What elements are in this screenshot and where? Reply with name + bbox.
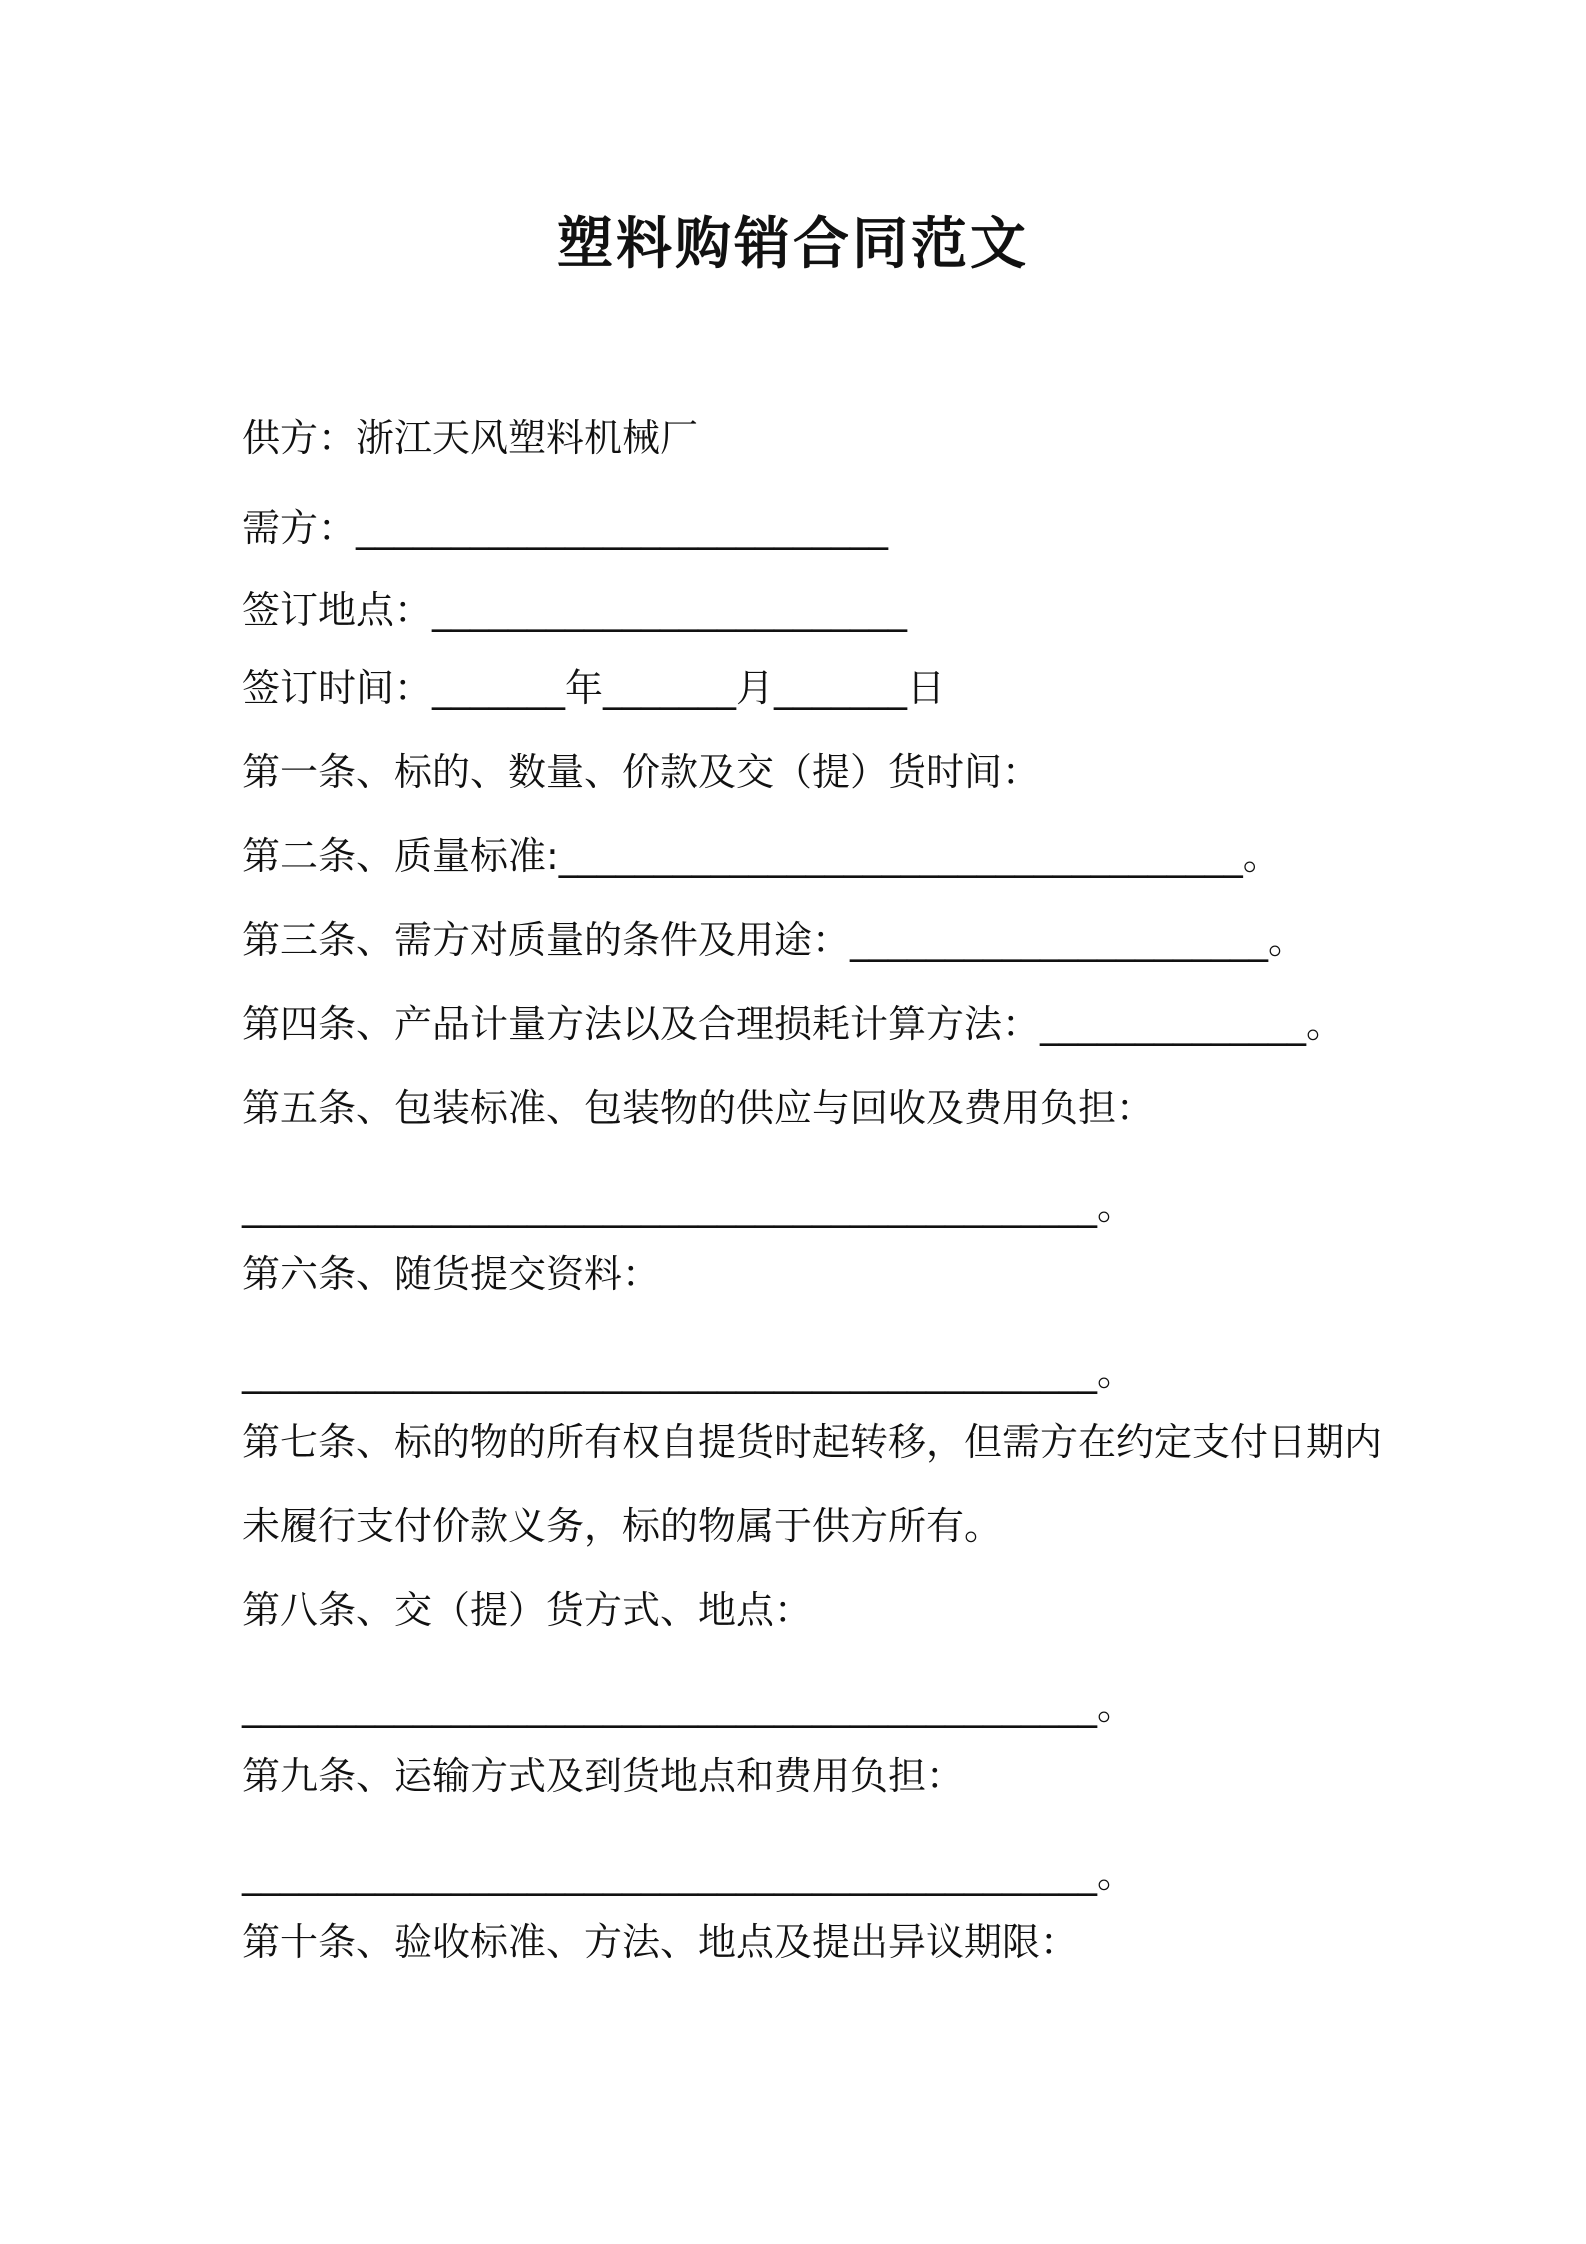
clause-10: 第十条、验收标准、方法、地点及提出异议期限： <box>242 1920 1079 1964</box>
clause-3: 第三条、需方对质量的条件及用途：______________________。 <box>242 918 1307 962</box>
clause-9-blank: _____________________________________________。 <box>242 1852 1136 1896</box>
clause-1: 第一条、标的、数量、价款及交（提）货时间： <box>242 750 1041 794</box>
clause-4: 第四条、产品计量方法以及合理损耗计算方法：______________。 <box>242 1002 1345 1046</box>
clause-5-blank: _____________________________________________。 <box>242 1184 1136 1228</box>
clause-9: 第九条、运输方式及到货地点和费用负担： <box>242 1754 965 1798</box>
signing-date-line: 签订时间：_______年_______月_______日 <box>242 666 946 710</box>
clause-5: 第五条、包装标准、包装物的供应与回收及费用负担： <box>242 1086 1155 1130</box>
clause-2: 第二条、质量标准:____________________________________。 <box>242 834 1281 878</box>
supplier-line: 供方：浙江天风塑料机械厂 <box>242 416 699 460</box>
clause-7-line-1: 第七条、标的物的所有权自提货时起转移，但需方在约定支付日期内 <box>242 1420 1383 1464</box>
clause-8-blank: _____________________________________________。 <box>242 1684 1136 1728</box>
clause-6-blank: _____________________________________________。 <box>242 1350 1136 1394</box>
buyer-line: 需方：____________________________ <box>242 506 889 550</box>
clause-7-line-2: 未履行支付价款义务，标的物属于供方所有。 <box>242 1504 1003 1548</box>
clause-8: 第八条、交（提）货方式、地点： <box>242 1588 813 1632</box>
document-title: 塑料购销合同范文 <box>557 212 1029 277</box>
signing-place-line: 签订地点：_________________________ <box>242 588 908 632</box>
clause-6: 第六条、随货提交资料： <box>242 1252 661 1296</box>
